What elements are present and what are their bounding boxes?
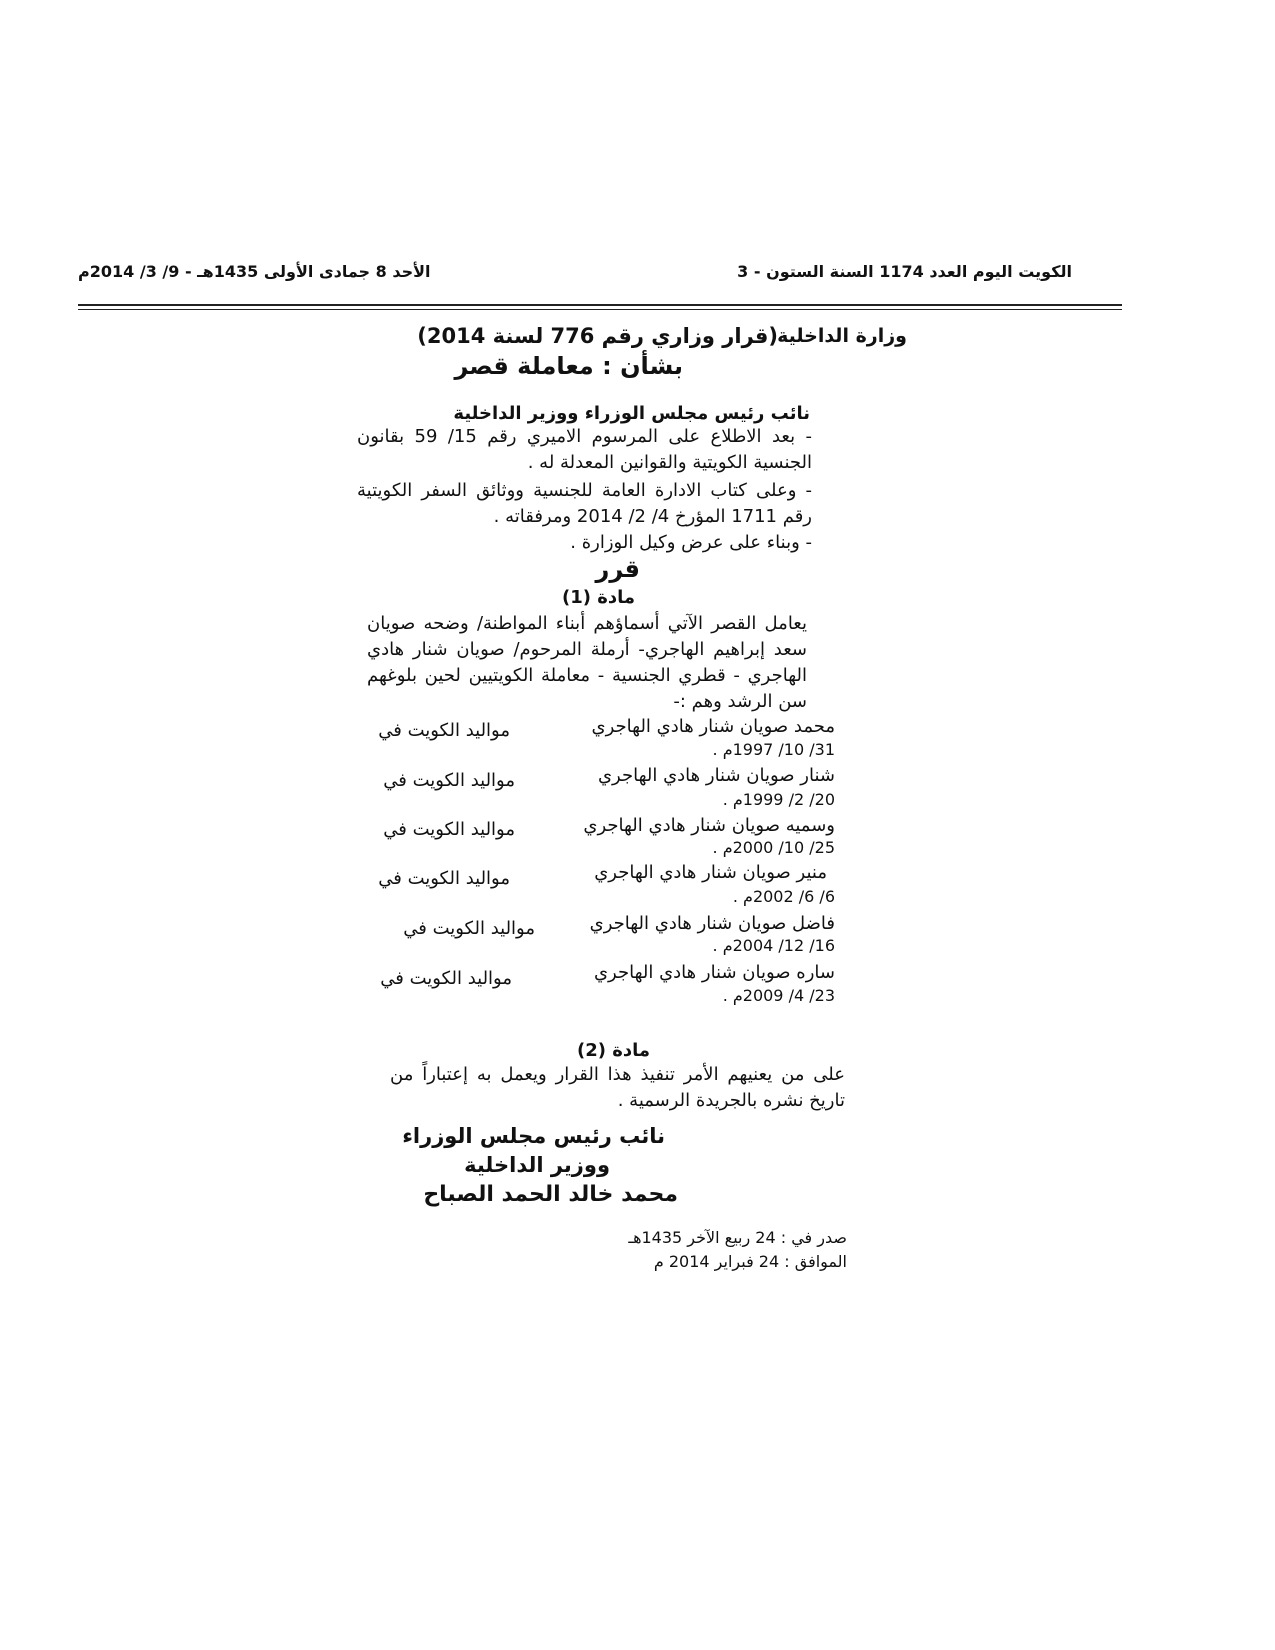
child-birthplace: مواليد الكويت في (383, 819, 515, 840)
decree-title: (قرار وزاري رقم 776 لسنة 2014) (417, 324, 778, 348)
preamble-item: - بعد الاطلاع على المرسوم الاميري رقم 15/ 59 بقانون الجنسية الكويتية والقوانين المعدلة له . (357, 426, 812, 473)
decree-subject: بشأن : معاملة قصر (454, 352, 683, 380)
child-birthdate: 20/ 2/ 1999م . (722, 790, 835, 809)
child-name: وسميه صويان شنار هادي الهاجري (583, 815, 835, 836)
signature-ministry: ووزير الداخلية (464, 1153, 610, 1177)
child-name: محمد صويان شنار هادي الهاجري (591, 716, 835, 737)
child-birthplace: مواليد الكويت في (383, 770, 515, 791)
article2-text: على من يعنيهم الأمر تنفيذ هذا القرار ويعمل به إعتباراً من تاريخ نشره بالجريدة الرسمية . (390, 1064, 845, 1111)
ministry-name: وزارة الداخلية (777, 325, 907, 347)
child-name: فاضل صويان شنار هادي الهاجري (589, 913, 835, 934)
signature-name: محمد خالد الحمد الصباح (423, 1182, 678, 1207)
header-rule (78, 304, 1122, 306)
child-name: منير صويان شنار هادي الهاجري (594, 862, 827, 883)
child-birthdate: 16/ 12/ 2004م . (712, 936, 835, 955)
child-name: شنار صويان شنار هادي الهاجري (597, 765, 835, 786)
child-name: ساره صويان شنار هادي الهاجري (593, 962, 835, 983)
child-birthdate: 31/ 10/ 1997م . (712, 740, 835, 759)
header-right: الكويت اليوم العدد 1174 السنة الستون - 3 (737, 262, 1072, 281)
signature-title: نائب رئيس مجلس الوزراء (402, 1124, 665, 1148)
child-birthplace: مواليد الكويت في (403, 918, 535, 939)
preamble-item: - وبناء على عرض وكيل الوزارة . (570, 532, 812, 553)
child-birthplace: مواليد الكويت في (378, 868, 510, 889)
issued-hijri: صدر في : 24 ربيع الآخر 1435هـ (628, 1228, 847, 1247)
issuer-heading: نائب رئيس مجلس الوزراء ووزير الداخلية (453, 403, 810, 424)
article2-heading: مادة (2) (576, 1040, 650, 1061)
preamble-item: - وعلى كتاب الادارة العامة للجنسية ووثائق السفر الكويتية رقم 1711 المؤرخ 4/ 2/ 2014 ومرفقاته . (357, 480, 812, 527)
child-birthdate: 6/ 6/ 2002م . (732, 887, 835, 906)
header-left: الأحد 8 جمادى الأولى 1435هـ - 9/ 3/ 2014م (78, 262, 431, 281)
child-birthdate: 23/ 4/ 2009م . (722, 986, 835, 1005)
decides-heading: قرر (595, 555, 640, 583)
article1-text: يعامل القصر الآتي أسماؤهم أبناء المواطنة/ وضحه صويان سعد إبراهيم الهاجري- أرملة المرحوم/ صويان شنار هادي الهاجري - قطري الجنسية - معاملة الكويتيين لحين بلوغهم سن الرشد وهم :- (367, 613, 807, 712)
child-birthplace: مواليد الكويت في (380, 968, 512, 989)
article1-heading: مادة (1) (561, 587, 635, 608)
header-rule-thin (78, 309, 1122, 310)
issued-gregorian: الموافق : 24 فبراير 2014 م (653, 1252, 847, 1271)
child-birthplace: مواليد الكويت في (378, 720, 510, 741)
child-birthdate: 25/ 10/ 2000م . (712, 838, 835, 857)
